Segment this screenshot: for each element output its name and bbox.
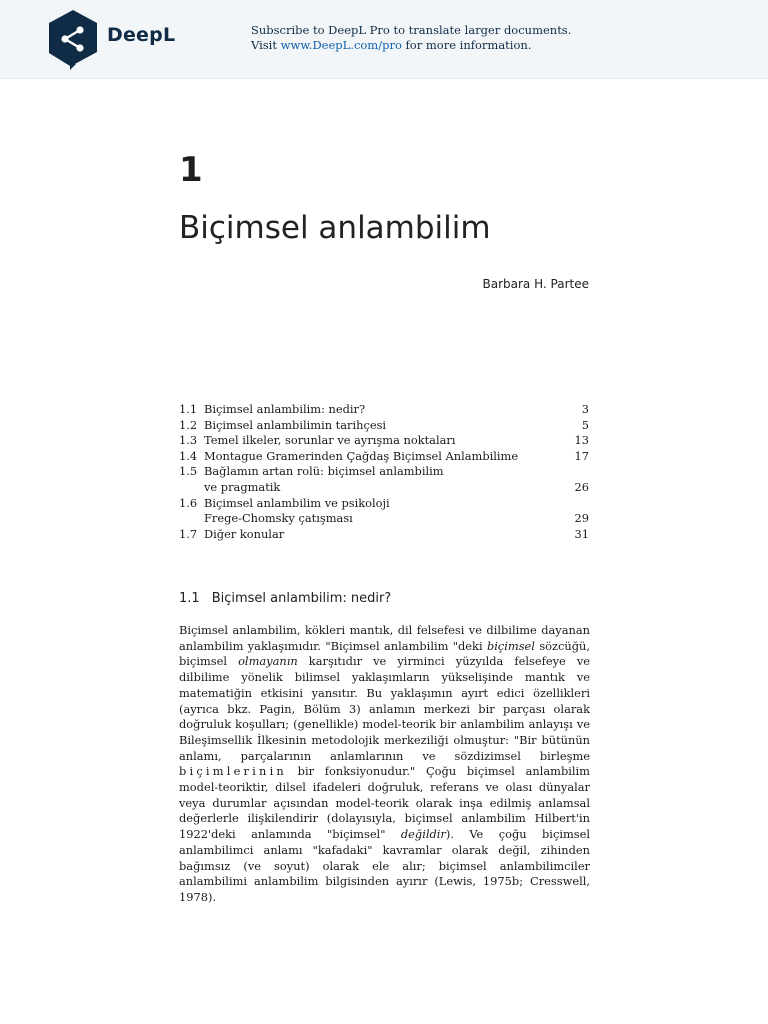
section-heading [179,591,391,606]
chapter-author: Barbara H. Partee [482,277,589,291]
toc-number: 1.7 [179,526,198,541]
toc-title: Montague Gramerinden Çağdaş Biçimsel Anlambilime [204,448,519,463]
section-title: Biçimsel anlambilim: nedir? [211,591,392,606]
toc-title: Biçimsel anlambilimin tarihçesi [204,417,387,432]
spaced-text: biçimlerinin [179,764,287,779]
deepl-pro-link[interactable]: www.DeepL.com/pro [280,38,402,52]
paragraph-text: sözcüğü, biçimsel [179,638,590,669]
deepl-banner [0,0,768,79]
toc-page: 13 [574,433,589,448]
toc-page [559,464,589,480]
toc-page: 26 [574,479,589,494]
toc-row[interactable] [179,527,589,543]
toc-row[interactable] [179,480,589,496]
table-of-contents [179,402,589,542]
toc-title: Biçimsel anlambilim ve psikoloji [204,495,390,510]
promo-text [251,23,571,53]
promo-prefix: Visit [251,38,281,52]
toc-number: 1.1 [179,402,198,416]
toc-title: Diğer konular [204,526,285,541]
deepl-logo-icon[interactable] [46,8,100,70]
toc-title: Biçimsel anlambilim: nedir? [204,402,366,416]
toc-title: Temel ilkeler, sorunlar ve ayrışma noktaları [204,433,456,448]
paragraph-text: Biçimsel anlambilim, kökleri mantık, dil felsefesi ve dilbilime dayanan anlambilim yaklaşımıdır. "Biçimsel anlambilim "deki [179,623,590,653]
section-number: 1.1 [179,591,200,606]
toc-page: 3 [581,402,589,416]
emphasis-text: olmayanın [238,654,298,669]
toc-title: Frege-Chomsky çatışması [204,511,353,526]
brand-name: DeepL [107,24,176,46]
toc-row[interactable] [179,402,589,418]
paragraph-text: karşıtıdır ve yirminci yüzyılda felsefeye ve dilbilime yönelik bilimsel yaklaşımların yükselişinde mantık ve matematiğin etkisini yansıtır. Bu yaklaşımın ayırt edici özellikleri (ayrıca bkz. Pagin, Bölüm 3) anlamın merkezi bir parçası olarak doğruluk koşulları; (genellikle) model-teorik bir anlambilim anlayışı ve Bileşimsellik İlkesinin metodolojik merkeziliği olmuştur: "Bir bütünün anlamı, parçalarının anlamlarının ve sözdizimsel birleşme [179,654,591,763]
toc-number: 1.6 [179,495,198,510]
toc-title: Bağlamın artan rolü: biçimsel anlambilim [204,464,444,479]
toc-number: 1.4 [179,448,198,463]
toc-page: 29 [574,511,589,526]
toc-page: 17 [574,448,589,463]
paragraph-text: ). Ve çoğu biçimsel anlambilimci anlamı "kafadaki" kavramlar olarak değil, zihinden bağımsız (ve soyut) olarak ele alır; biçimsel anlambilimciler anlambilimi anlambilim bilgisinden ayırır (Lewis, 1975b; Cresswell, 1978). [179,827,590,904]
toc-page: 31 [574,526,589,541]
body-paragraph [179,623,590,906]
toc-page [559,496,589,512]
chapter-number: 1 [179,150,203,190]
toc-number: 1.3 [179,433,198,448]
paragraph-text: bir fonksiyonudur." Çoğu biçimsel anlambilim model-teoriktir, dilsel ifadeleri doğruluk, referans ve olası dünyalar veya durumlar açısından model-teorik olarak inşa edilmiş anlamsal değerlerle ilişkilendirir (dolayısıyla, biçimsel anlambilim Hilbert'in 1922'deki anlamında "biçimsel" [179,764,590,842]
promo-line-2 [251,38,571,53]
toc-row[interactable] [179,433,589,449]
toc-row[interactable] [179,449,589,465]
toc-row[interactable] [179,496,589,512]
toc-number [179,480,204,496]
toc-number: 1.2 [179,417,198,432]
chapter-title: Biçimsel anlambilim [179,210,491,246]
promo-suffix: for more information. [401,38,532,52]
toc-page: 5 [581,417,589,432]
toc-row[interactable] [179,418,589,434]
toc-number [179,511,204,527]
toc-row[interactable] [179,464,589,480]
emphasis-text: değildir [400,827,446,842]
toc-title: ve pragmatik [204,479,281,494]
toc-number: 1.5 [179,464,198,479]
emphasis-text: biçimsel [486,638,535,653]
promo-line-1: Subscribe to DeepL Pro to translate larger documents. [251,23,572,37]
toc-row[interactable] [179,511,589,527]
